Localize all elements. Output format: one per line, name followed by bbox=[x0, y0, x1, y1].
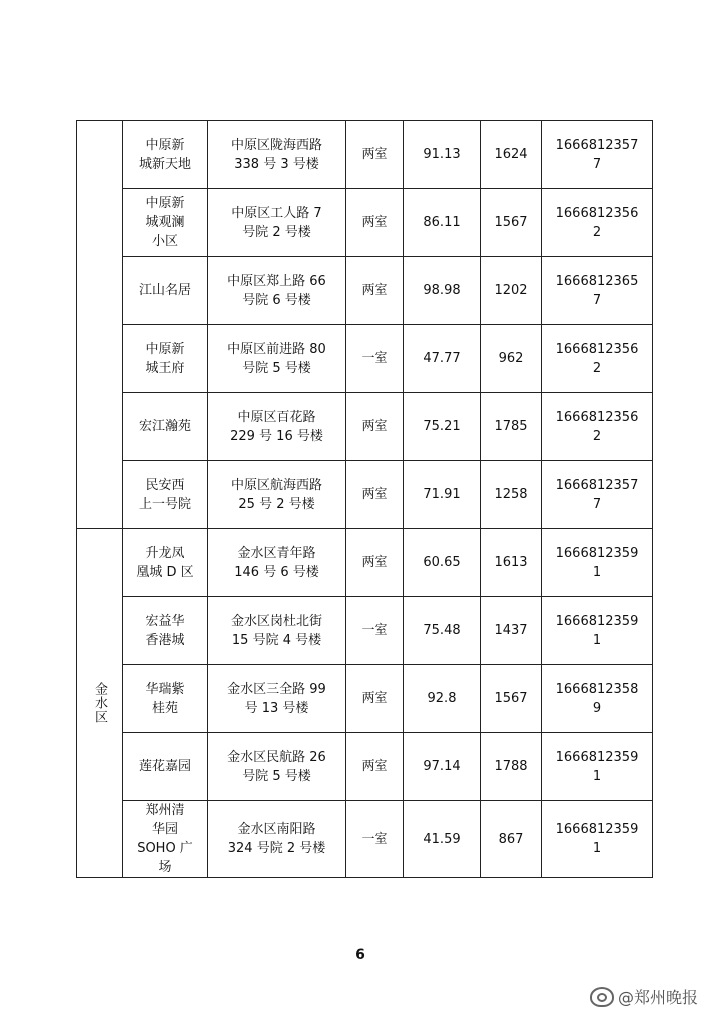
housing-name-cell: 宏益华 香港城 bbox=[123, 597, 208, 665]
address-cell: 中原区工人路 7 号院 2 号楼 bbox=[208, 189, 346, 257]
housing-name-cell: 中原新 城新天地 bbox=[123, 121, 208, 189]
district-cell: 金水区 bbox=[77, 529, 123, 878]
address-cell: 中原区前进路 80 号院 5 号楼 bbox=[208, 325, 346, 393]
housing-name-cell: 民安西 上一号院 bbox=[123, 461, 208, 529]
rent-cell: 962 bbox=[481, 325, 542, 393]
phone-cell: 1666812365 7 bbox=[542, 257, 653, 325]
rent-cell: 1785 bbox=[481, 393, 542, 461]
room-type-cell: 两室 bbox=[346, 393, 404, 461]
room-type-cell: 一室 bbox=[346, 597, 404, 665]
room-type-cell: 两室 bbox=[346, 733, 404, 801]
phone-cell: 1666812359 1 bbox=[542, 733, 653, 801]
room-type-cell: 两室 bbox=[346, 121, 404, 189]
housing-name-cell: 宏江瀚苑 bbox=[123, 393, 208, 461]
room-type-cell: 两室 bbox=[346, 529, 404, 597]
address-cell: 中原区百花路 229 号 16 号楼 bbox=[208, 393, 346, 461]
table-row bbox=[77, 733, 653, 801]
district-cell bbox=[77, 121, 123, 529]
area-cell: 97.14 bbox=[404, 733, 481, 801]
area-cell: 91.13 bbox=[404, 121, 481, 189]
table-row bbox=[77, 325, 653, 393]
table-row bbox=[77, 665, 653, 733]
room-type-cell: 两室 bbox=[346, 189, 404, 257]
housing-name-cell: 莲花嘉园 bbox=[123, 733, 208, 801]
table-row bbox=[77, 393, 653, 461]
room-type-cell: 一室 bbox=[346, 325, 404, 393]
area-cell: 75.48 bbox=[404, 597, 481, 665]
housing-name-cell: 郑州清 华园 SOHO 广 场 bbox=[123, 801, 208, 878]
address-cell: 金水区青年路 146 号 6 号楼 bbox=[208, 529, 346, 597]
rent-cell: 1202 bbox=[481, 257, 542, 325]
phone-cell: 1666812359 1 bbox=[542, 801, 653, 878]
rent-cell: 1788 bbox=[481, 733, 542, 801]
area-cell: 75.21 bbox=[404, 393, 481, 461]
area-cell: 92.8 bbox=[404, 665, 481, 733]
phone-cell: 1666812356 2 bbox=[542, 325, 653, 393]
watermark-text: @郑州晚报 bbox=[617, 988, 698, 1007]
table-row bbox=[77, 461, 653, 529]
housing-name-cell: 中原新 城王府 bbox=[123, 325, 208, 393]
address-cell: 金水区岗杜北街 15 号院 4 号楼 bbox=[208, 597, 346, 665]
room-type-cell: 两室 bbox=[346, 665, 404, 733]
phone-cell: 1666812357 7 bbox=[542, 461, 653, 529]
listing-table bbox=[76, 120, 653, 878]
table-row bbox=[77, 257, 653, 325]
area-cell: 60.65 bbox=[404, 529, 481, 597]
address-cell: 金水区民航路 26 号院 5 号楼 bbox=[208, 733, 346, 801]
phone-cell: 1666812356 2 bbox=[542, 393, 653, 461]
table-row bbox=[77, 121, 653, 189]
area-cell: 86.11 bbox=[404, 189, 481, 257]
room-type-cell: 一室 bbox=[346, 801, 404, 878]
phone-cell: 1666812359 1 bbox=[542, 529, 653, 597]
room-type-cell: 两室 bbox=[346, 257, 404, 325]
phone-cell: 1666812357 7 bbox=[542, 121, 653, 189]
phone-cell: 1666812358 9 bbox=[542, 665, 653, 733]
table-body bbox=[77, 121, 653, 878]
rent-cell: 1567 bbox=[481, 189, 542, 257]
phone-cell: 1666812356 2 bbox=[542, 189, 653, 257]
area-cell: 71.91 bbox=[404, 461, 481, 529]
watermark bbox=[590, 985, 698, 1008]
weibo-icon bbox=[590, 987, 614, 1007]
room-type-cell: 两室 bbox=[346, 461, 404, 529]
housing-name-cell: 江山名居 bbox=[123, 257, 208, 325]
area-cell: 47.77 bbox=[404, 325, 481, 393]
page-number: 6 bbox=[355, 947, 365, 963]
phone-cell: 1666812359 1 bbox=[542, 597, 653, 665]
table-row bbox=[77, 801, 653, 878]
rent-cell: 1437 bbox=[481, 597, 542, 665]
housing-name-cell: 中原新 城观澜 小区 bbox=[123, 189, 208, 257]
table-row bbox=[77, 529, 653, 597]
address-cell: 中原区郑上路 66 号院 6 号楼 bbox=[208, 257, 346, 325]
rent-cell: 1258 bbox=[481, 461, 542, 529]
housing-name-cell: 升龙凤 凰城 D 区 bbox=[123, 529, 208, 597]
housing-name-cell: 华瑞紫 桂苑 bbox=[123, 665, 208, 733]
rent-cell: 1624 bbox=[481, 121, 542, 189]
table-row bbox=[77, 189, 653, 257]
table-row bbox=[77, 597, 653, 665]
address-cell: 金水区三全路 99 号 13 号楼 bbox=[208, 665, 346, 733]
area-cell: 41.59 bbox=[404, 801, 481, 878]
address-cell: 中原区陇海西路 338 号 3 号楼 bbox=[208, 121, 346, 189]
address-cell: 中原区航海西路 25 号 2 号楼 bbox=[208, 461, 346, 529]
address-cell: 金水区南阳路 324 号院 2 号楼 bbox=[208, 801, 346, 878]
rent-cell: 867 bbox=[481, 801, 542, 878]
rent-cell: 1567 bbox=[481, 665, 542, 733]
rent-cell: 1613 bbox=[481, 529, 542, 597]
area-cell: 98.98 bbox=[404, 257, 481, 325]
